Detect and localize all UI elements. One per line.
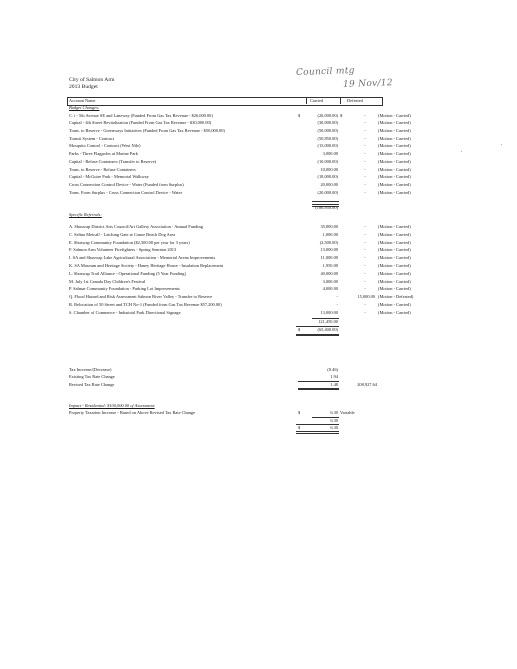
account-name: Transit System - Contract (69, 135, 115, 141)
carried-amount: (30,000.00) (317, 120, 338, 126)
referral-name: R. Relocation of 50 Street and TCH No-1 (Funded from Gas Tax Revenue $57,200.00) (69, 302, 222, 307)
referral-row (0, 239, 517, 247)
subtotal-rule (312, 201, 339, 202)
defeated-amount: - (364, 189, 366, 195)
handwritten-meeting-note: Council mtg (295, 65, 355, 79)
carried-amount: (15,000.00) (317, 143, 338, 149)
defeated-amount: - (364, 174, 366, 180)
carried-amount: 1,000.00 (322, 231, 338, 237)
referral-name: E. Shuswap Community Foundation ($2,500.00 per year for 3 years) (69, 239, 190, 245)
defeated-amount: - (364, 239, 366, 245)
impact-total-row (0, 424, 517, 431)
carried-amount: (50,000.00) (317, 128, 338, 133)
referral-row (0, 278, 517, 286)
motion-result: (Motion - Carried) (378, 302, 411, 307)
carried-amount: (50,850.00) (317, 135, 338, 141)
tax-rule (298, 389, 339, 390)
carried-amount: (10,000.00) (317, 158, 338, 164)
defeated-amount: - (364, 143, 366, 149)
budget-change-row (0, 189, 517, 197)
budget-change-row (0, 112, 517, 120)
budget-change-row (0, 173, 517, 181)
carried-amount: (20,000.00) (317, 189, 338, 195)
defeated-dollar-sign: $ (340, 112, 343, 118)
motion-result: (Motion - Carried) (378, 286, 411, 292)
impact-rule (296, 433, 339, 434)
carried-amount: (2,500.00) (319, 239, 338, 245)
carried-amount: 3,000.00 (322, 278, 338, 284)
referrals-subtotal-row (0, 318, 517, 326)
net-total: (65,400.00) (317, 327, 338, 332)
column-account: Account Name (69, 97, 96, 103)
referral-row (0, 301, 517, 309)
impact-subtotal: 6.30 (330, 417, 338, 423)
referrals-subtotal: 121,450.00 (318, 319, 338, 325)
motion-result: (Motion - Carried) (378, 112, 411, 118)
impact-subtotal-row (0, 417, 517, 424)
referral-name: P. Salmar Community Foundation - Parking Lot Improvements (69, 286, 180, 292)
defeated-amount: - (364, 255, 366, 261)
motion-result: (Motion - Carried) (378, 181, 411, 187)
defeated-amount: - (364, 286, 366, 292)
defeated-amount: - (364, 151, 366, 157)
defeated-amount: - (364, 224, 366, 229)
handwritten-date-note: 19 Nov/12 (342, 78, 394, 90)
budget-changes-heading-row (0, 104, 517, 112)
referral-name: A. Shuswap District Arts Council/Art Gallery Association - Annual Funding (69, 224, 203, 229)
org-name: City of Salmon Arm (69, 77, 115, 83)
motion-result: (Motion - Carried) (378, 143, 411, 149)
budget-changes-subtotal: (186,850.00) (315, 205, 338, 210)
account-name: C. i - 5th Avenue SE and Laneway (Funded From Gas Tax Revenue - $26,000.00) (69, 112, 213, 118)
revised-tax-amount: 208,927.64 (357, 381, 377, 387)
motion-result: (Motion - Carried) (378, 128, 411, 133)
defeated-amount: - (364, 263, 366, 268)
existing-tax-row (0, 373, 517, 380)
carried-amount: 11,000.00 (320, 255, 338, 261)
existing-tax-value: 1.94 (330, 374, 338, 380)
specific-referrals-heading-row (0, 211, 517, 219)
tax-increase-value: (0.46) (327, 367, 338, 372)
impact-heading: Impact - Residential: $100,000.00 of Assessment (69, 403, 155, 408)
account-name: Capital - Refuse Containers (Transfer to Reserve) (69, 158, 157, 164)
motion-result: (Motion - Defeated) (378, 294, 414, 300)
referral-name: Q. Flood Hazard and Risk Assessment Salmon River Valley - Transfer to Reserve (69, 294, 213, 300)
carried-amount: (26,000.00) (317, 112, 338, 118)
carried-amount: 13,000.00 (320, 247, 338, 253)
carried-amount: 1,950.00 (322, 263, 338, 268)
budget-change-row (0, 158, 517, 166)
property-tax-label: Property Taxation Increase - Based on Above Revised Tax Rate Change (69, 410, 196, 416)
account-name: Parks - Three Flagpoles at Marine Park (69, 151, 138, 157)
account-name: Capital - McGuire Park - Memorial Walkway (69, 174, 149, 180)
defeated-amount: - (364, 128, 366, 133)
defeated-amount: - (364, 302, 366, 307)
column-defeated: Defeated (347, 97, 363, 103)
defeated-amount: - (364, 166, 366, 172)
net-total-dollar: $ (298, 327, 301, 332)
defeated-amount: - (364, 181, 366, 187)
defeated-amount: - (364, 278, 366, 284)
property-tax-value: 6.30 (330, 410, 338, 416)
budget-change-row (0, 181, 517, 189)
carried-amount: 3,000.00 (322, 151, 338, 157)
revised-tax-label: Revised Tax Rate Change (69, 381, 115, 387)
defeated-amount: - (364, 158, 366, 164)
referral-name: F. Salmon Arm Volunteer Firefighters - Spring Seminar 2013 (69, 247, 177, 253)
defeated-amount: - (364, 309, 366, 315)
defeated-amount: - (364, 247, 366, 253)
referral-name: C. Selina Metcalf - Latching Gate at Canoe Beach Dog Area (69, 231, 176, 237)
carried-amount: 4,000.00 (322, 286, 338, 292)
motion-result: (Motion - Carried) (378, 135, 411, 141)
referral-row (0, 246, 517, 254)
carried-amount: 10,000.00 (320, 166, 338, 172)
defeated-amount: - (364, 270, 366, 276)
carried-amount: (18,000.00) (317, 174, 338, 180)
motion-result: (Motion - Carried) (378, 151, 411, 157)
referral-row (0, 223, 517, 231)
net-total-rule (296, 335, 339, 336)
revised-tax-row (0, 381, 517, 388)
referral-row (0, 262, 517, 270)
existing-tax-label: Existing Tax Rate Change (69, 374, 115, 380)
defeated-amount: - (364, 112, 366, 118)
budget-changes-heading: Budget Changes: (69, 105, 100, 110)
impact-total-dollar: $ (298, 424, 301, 430)
revised-tax-value: 1.48 (330, 381, 338, 387)
account-name: Mosquito Control - Contract (West Nile) (69, 143, 141, 149)
motion-result: (Motion - Carried) (378, 120, 411, 126)
account-name: Capital - 4th Street Revitalization (Funded From Gas Tax Revenue - $30,000.00) (69, 120, 212, 126)
motion-result: (Motion - Carried) (378, 224, 411, 229)
motion-result: (Motion - Carried) (378, 247, 411, 253)
tax-increase-label: Tax Increase/(Decrease) (69, 367, 112, 372)
budget-title: 2013 Budget (69, 84, 98, 90)
referral-row (0, 254, 517, 262)
motion-result: (Motion - Carried) (378, 158, 411, 164)
budget-change-row (0, 142, 517, 150)
specific-referrals-heading: Specific Referrals: (69, 212, 102, 217)
budget-change-row (0, 150, 517, 158)
account-name: Trans. From Surplus - Cross Connection Control Device - Water (69, 189, 183, 195)
motion-result: (Motion - Carried) (378, 166, 411, 172)
carried-amount: 13,000.00 (320, 309, 338, 315)
account-name: Cross Connection Control Device - Water (Funded from Surplus) (69, 181, 184, 187)
account-name: Trans. to Reserve - Refuse Containers (69, 166, 136, 172)
motion-result: (Motion - Carried) (378, 263, 411, 268)
carried-dollar-sign: $ (298, 112, 301, 118)
motion-result: (Motion - Carried) (378, 239, 411, 245)
column-carried: Carried (310, 97, 324, 103)
referral-name: K. SA Museum and Heritage Society - Haney Heritage House - Insulation Replacement (69, 263, 223, 268)
net-total-row (0, 326, 517, 334)
carried-amount: 20,000.00 (320, 181, 338, 187)
motion-result: (Motion - Carried) (378, 231, 411, 237)
referral-row (0, 309, 517, 317)
referral-name: L. Shuswap Trail Alliance - Operational Funding (5 Year Funding) (69, 270, 186, 276)
defeated-amount: - (364, 120, 366, 126)
motion-result: (Motion - Carried) (378, 270, 411, 276)
defeated-amount: - (364, 231, 366, 237)
property-tax-dollar: $ (298, 410, 301, 416)
carried-amount: 35,000.00 (320, 224, 338, 229)
motion-result: (Motion - Carried) (378, 189, 411, 195)
referral-row (0, 231, 517, 239)
carried-amount: 40,000.00 (320, 270, 338, 276)
impact-total: 6.30 (330, 424, 338, 430)
tax-increase-row (0, 366, 517, 373)
motion-result: (Motion - Carried) (378, 255, 411, 261)
motion-result: (Motion - Carried) (378, 174, 411, 180)
motion-result: (Motion - Carried) (378, 278, 411, 284)
carried-amount: - (336, 294, 338, 300)
referral-name: I. SA and Shuswap Lake Agricultural Association - Memorial Arena Improvements (69, 255, 216, 261)
budget-change-row (0, 119, 517, 127)
motion-result: (Motion - Carried) (378, 309, 411, 315)
defeated-amount: 15,000.00 (357, 294, 375, 300)
budget-change-row (0, 135, 517, 143)
referral-name: S. Chamber of Commerce - Industrial Park Directional Signage (69, 309, 181, 315)
budget-change-row (0, 166, 517, 174)
defeated-amount: - (364, 135, 366, 141)
referral-row (0, 270, 517, 278)
property-tax-variable: Variable (340, 410, 355, 416)
referral-row (0, 293, 517, 301)
impact-heading-row (0, 402, 517, 409)
referral-row (0, 285, 517, 293)
carried-amount: - (336, 302, 338, 307)
property-tax-row (0, 409, 517, 416)
budget-change-row (0, 127, 517, 135)
account-name: Trans. to Reserve - Greenways Initiatives (Funded From Gas Tax Revenue - $50,000.00) (69, 128, 225, 133)
referral-name: M. July 1st Canada Day Children's Festival (69, 278, 146, 284)
